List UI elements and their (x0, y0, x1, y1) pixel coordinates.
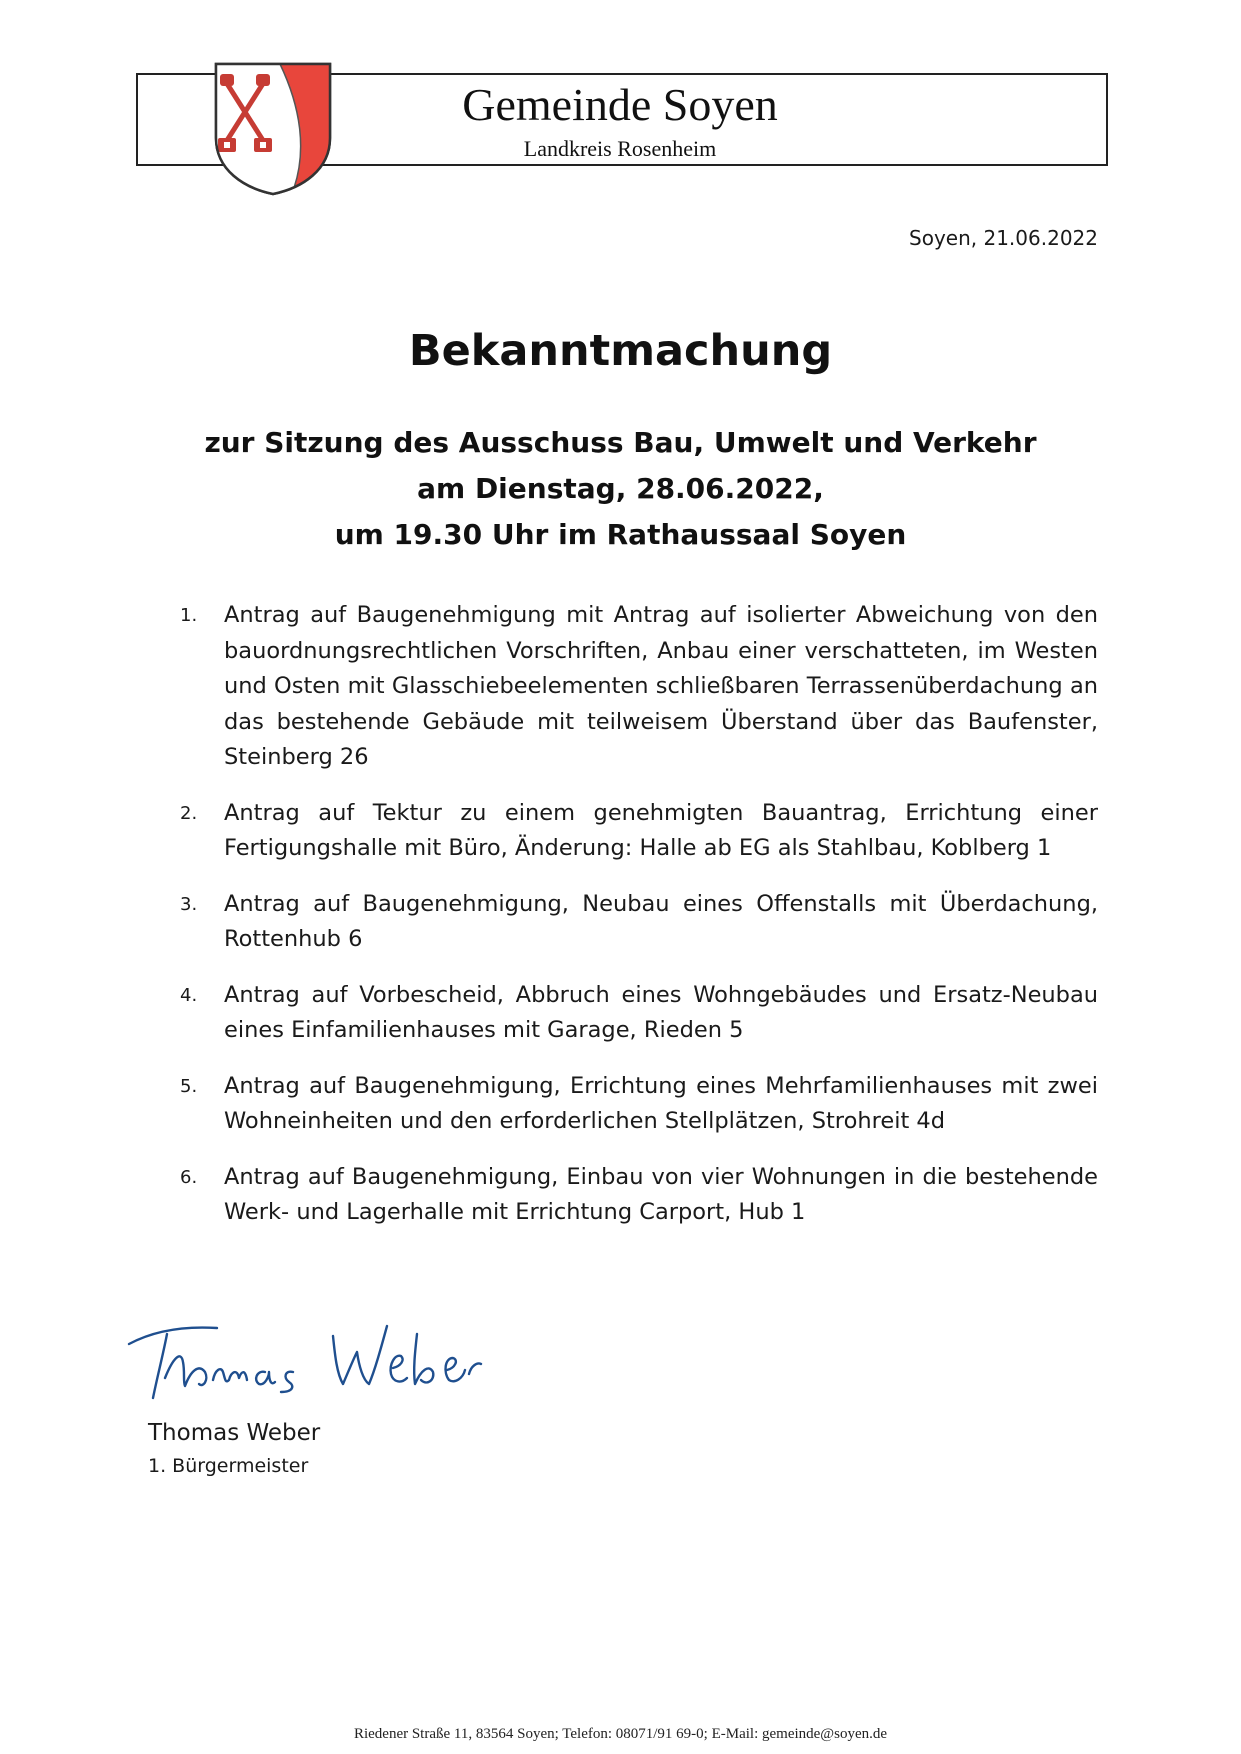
agenda-item (180, 887, 1098, 958)
subtitle-line: am Dienstag, 28.06.2022, (417, 472, 824, 505)
organization-name: Gemeinde Soyen (462, 79, 778, 130)
agenda-text: Antrag auf Baugenehmigung, Errichtung eines Mehrfamilienhauses mit zwei Wohneinheiten und den erforderlichen Stellplätzen, Strohreit 4d (224, 1072, 1098, 1134)
signer-name: Thomas Weber (148, 1420, 321, 1446)
signer-role: 1. Bürgermeister (148, 1455, 309, 1477)
agenda-text: Antrag auf Tektur zu einem genehmigten Bauantrag, Errichtung einer Fertigungshalle mit Büro, Änderung: Halle ab EG als Stahlbau, Koblberg 1 (224, 799, 1098, 861)
agenda-number: 1. (180, 605, 198, 626)
agenda-item (180, 1069, 1098, 1140)
agenda-number: 5. (180, 1075, 198, 1097)
agenda-text: Antrag auf Baugenehmigung, Neubau eines Offenstalls mit Überdachung, Rottenhub 6 (224, 890, 1098, 952)
agenda-text: Antrag auf Baugenehmigung mit Antrag auf isolierter Abweichung von den bauordnungsrechtlichen Vorschriften, Anbau einer verschatteten, im Westen und Osten mit Glasschiebeelementen schließbaren Terrassenüberdachung an das bestehende Gebäude mit teilweisem Überstand über das Baufenster, Steinberg 26 (224, 602, 1098, 770)
footer-contact: Riedener Straße 11, 83564 Soyen; Telefon: 08071/91 69-0; E-Mail: gemeinde@soyen.de (353, 1726, 888, 1742)
meeting-subtitle (0, 420, 1241, 558)
agenda-number: 6. (180, 1166, 198, 1188)
agenda-text: Antrag auf Vorbescheid, Abbruch eines Wohngebäudes und Ersatz-Neubau eines Einfamilienhauses mit Garage, Rieden 5 (224, 981, 1098, 1043)
agenda-number: 4. (180, 984, 198, 1006)
agenda-item (180, 796, 1098, 867)
page-title: Bekanntmachung (408, 326, 833, 376)
district-name: Landkreis Rosenheim (523, 136, 717, 161)
agenda-item (180, 1160, 1098, 1231)
coat-of-arms-icon (210, 60, 336, 198)
agenda-number: 3. (180, 893, 198, 915)
subtitle-line: um 19.30 Uhr im Rathaussaal Soyen (334, 518, 907, 551)
agenda-text: Antrag auf Baugenehmigung, Einbau von vier Wohnungen in die bestehende Werk- und Lagerhalle mit Errichtung Carport, Hub 1 (224, 1163, 1098, 1225)
date-line: Soyen, 21.06.2022 (909, 226, 1098, 250)
subtitle-line: zur Sitzung des Ausschuss Bau, Umwelt und Verkehr (204, 426, 1037, 459)
agenda-item (180, 978, 1098, 1049)
agenda-number: 2. (180, 802, 198, 824)
agenda-item (180, 598, 1098, 776)
handwritten-signature (125, 1300, 485, 1410)
agenda-list (180, 598, 1098, 1251)
